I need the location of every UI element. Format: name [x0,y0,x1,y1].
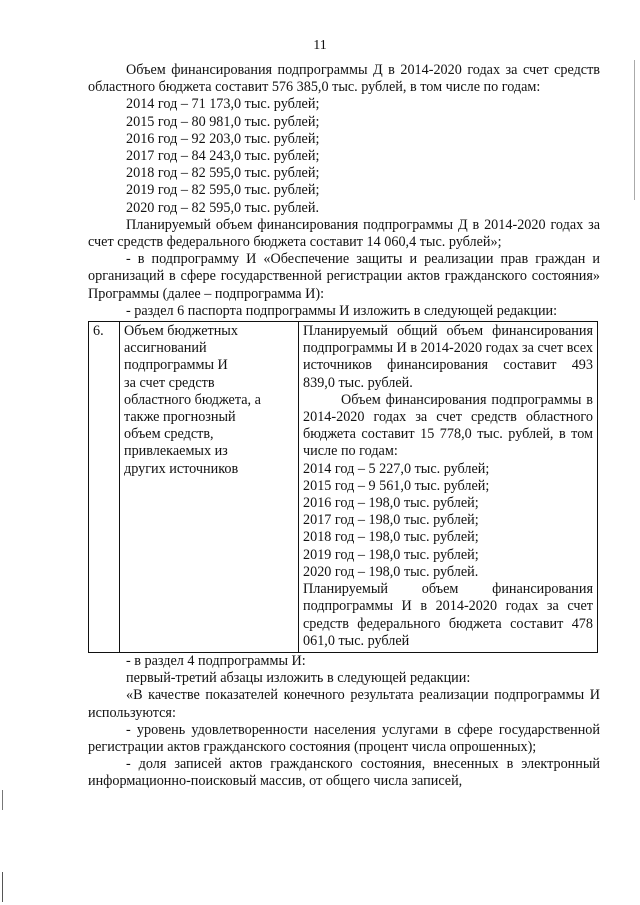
document-body [88,62,600,791]
paragraph-indicator-1: - уровень удовлетворенности населения услугами в сфере государственной регистрации актов гражданского состояния (процент числа опрошенных); [88,721,600,755]
year-line: 2016 год – 92 203,0 тыс. рублей; [126,130,320,147]
regional-funding-text: Объем финансирования подпрограммы в 2014-2020 годах за счет средств областного бюджета составит 15 778,0 тыс. рублей, в том числе по годам: [303,391,593,460]
scan-edge-mark [2,790,4,810]
passport-table [88,321,598,653]
paragraph-section-4: - в раздел 4 подпрограммы И: [126,652,306,669]
table-row [89,322,598,653]
paragraph-indicators: «В качестве показателей конечного результата реализации подпрограммы И используются: [88,687,600,721]
title-line: привлекаемых из [124,443,228,460]
row-value-cell [299,322,598,653]
row-number-cell: 6. [89,322,120,653]
paragraph-funding-d: Объем финансирования подпрограммы Д в 2014-2020 годах за счет средств областного бюджета составит 576 385,0 тыс. рублей, в том числе по годам: [88,62,600,96]
year-line: 2015 год – 9 561,0 тыс. рублей; [303,477,490,494]
title-line: других источников [124,460,239,477]
year-line: 2015 год – 80 981,0 тыс. рублей; [126,113,320,130]
paragraph-subprogram-i: - в подпрограмму И «Обеспечение защиты и реализации прав граждан и организаций в сфере государственной регистрации актов гражданского состояния» Программы (далее – подпрограмма И): [88,251,600,302]
row-title-cell [120,322,299,653]
total-funding-text: Планируемый общий объем финансирования подпрограммы И в 2014-2020 годах за счет всех источников финансирования составит 493 839,0 тыс. рублей. [303,323,593,391]
title-line: Объем бюджетных [124,323,238,340]
paragraph-indicator-2: - доля записей актов гражданского состояния, внесенных в электронный информационно-поисковый массив, от общего числа записей, [88,756,600,790]
paragraph-abzacy: первый-третий абзацы изложить в следующей редакции: [126,670,471,687]
year-line: 2020 год – 82 595,0 тыс. рублей. [126,199,319,216]
year-line: 2020 год – 198,0 тыс. рублей. [303,563,479,580]
year-line: 2018 год – 82 595,0 тыс. рублей; [126,165,320,182]
year-line: 2017 год – 198,0 тыс. рублей; [303,512,479,529]
title-line: объем средств, [124,426,214,443]
page-number: 11 [313,38,327,53]
year-line: 2018 год – 198,0 тыс. рублей; [303,529,479,546]
year-line: 2019 год – 198,0 тыс. рублей; [303,546,479,563]
years-list-d [88,96,600,216]
title-line: за счет средств [124,374,215,391]
year-line: 2016 год – 198,0 тыс. рублей; [303,495,479,512]
paragraph-section-6: - раздел 6 паспорта подпрограммы И изложить в следующей редакции: [126,302,558,319]
title-line: областного бюджета, а [124,391,261,408]
paragraph-federal-d: Планируемый объем финансирования подпрограммы Д в 2014-2020 годах за счет средств федерального бюджета составит 14 060,4 тыс. рублей»; [88,216,600,251]
year-line: 2014 год – 71 173,0 тыс. рублей; [126,96,320,113]
federal-funding-text: Планируемый объем финансирования подпрограммы И в 2014-2020 годах за счет средств федерального бюджета составит 478 061,0 тыс. рублей [303,581,593,649]
scan-edge-mark [2,872,4,902]
year-line: 2019 год – 82 595,0 тыс. рублей; [126,182,320,199]
scan-edge-line [634,60,636,200]
year-line: 2017 год – 84 243,0 тыс. рублей; [126,148,320,165]
title-line: ассигнований [124,340,207,357]
year-line: 2014 год – 5 227,0 тыс. рублей; [303,460,490,477]
title-line: подпрограммы И [124,357,228,374]
title-line: также прогнозный [124,409,236,426]
